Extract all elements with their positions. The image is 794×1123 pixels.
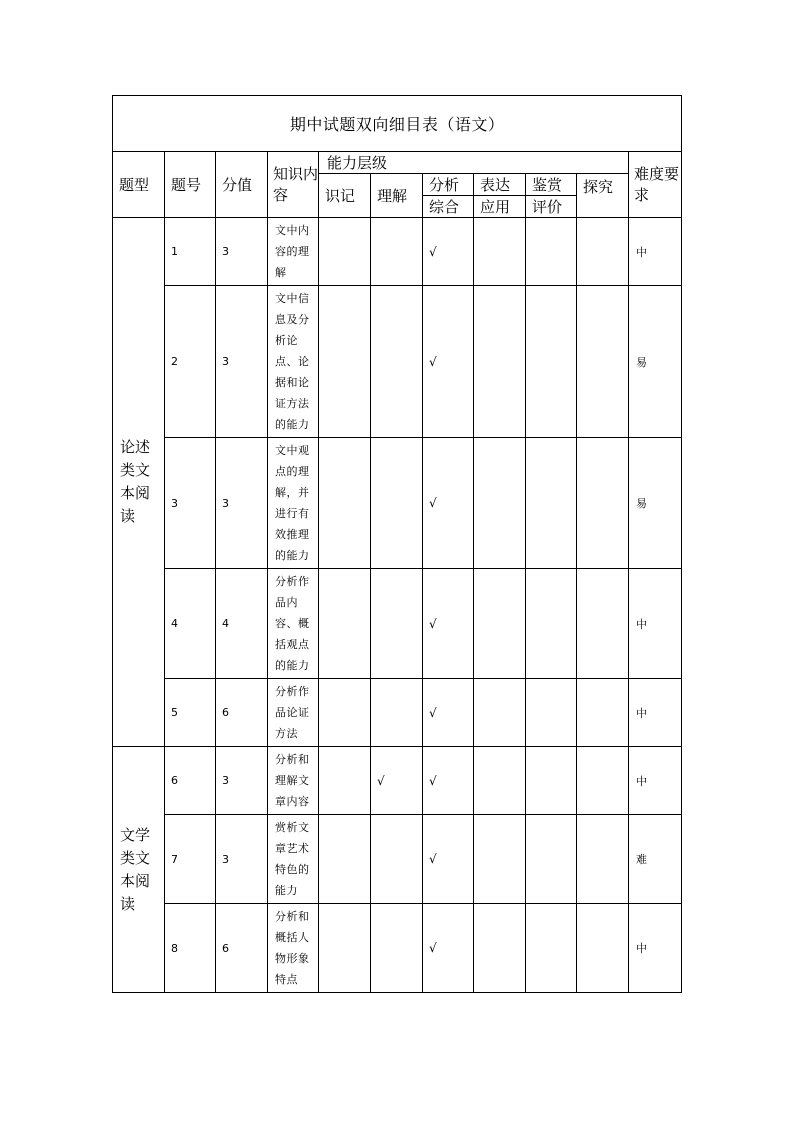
question-score: 4 xyxy=(216,569,268,679)
knowledge-content: 分析作品内容、概括观点的能力 xyxy=(268,569,319,679)
question-score: 6 xyxy=(216,904,268,993)
analyze-cell: √ xyxy=(423,438,474,569)
understand-cell xyxy=(371,218,423,286)
explore-cell xyxy=(577,747,629,815)
difficulty-cell: 难 xyxy=(629,815,682,904)
knowledge-content: 文中内容的理解 xyxy=(268,218,319,286)
memorize-cell xyxy=(319,218,371,286)
explore-cell xyxy=(577,438,629,569)
express-cell xyxy=(474,218,526,286)
header-analyze: 分析 xyxy=(423,174,474,196)
category-line: 类文 xyxy=(120,461,151,479)
knowledge-content: 分析作品论证方法 xyxy=(268,679,319,747)
understand-cell: √ xyxy=(371,747,423,815)
question-number: 1 xyxy=(165,218,216,286)
question-number: 6 xyxy=(165,747,216,815)
explore-cell xyxy=(577,569,629,679)
knowledge-content: 赏析文章艺术特色的能力 xyxy=(268,815,319,904)
understand-cell xyxy=(371,438,423,569)
explore-cell xyxy=(577,815,629,904)
question-score: 6 xyxy=(216,679,268,747)
category-literary xyxy=(113,747,165,993)
header-apply: 应用 xyxy=(474,196,526,218)
header-knowledge xyxy=(268,152,319,218)
understand-cell xyxy=(371,679,423,747)
category-line: 本阅 xyxy=(120,871,151,890)
understand-cell xyxy=(371,815,423,904)
appreciate-cell xyxy=(526,286,577,438)
header-knowledge-text: 知识内容 xyxy=(273,164,319,204)
memorize-cell xyxy=(319,679,371,747)
memorize-cell xyxy=(319,569,371,679)
category-argumentative xyxy=(113,218,165,747)
header-express: 表达 xyxy=(474,174,526,196)
question-number: 4 xyxy=(165,569,216,679)
knowledge-content: 分析和理解文章内容 xyxy=(268,747,319,815)
analyze-cell: √ xyxy=(423,569,474,679)
memorize-cell xyxy=(319,904,371,993)
express-cell xyxy=(474,815,526,904)
explore-cell xyxy=(577,679,629,747)
question-score: 3 xyxy=(216,815,268,904)
analyze-cell: √ xyxy=(423,904,474,993)
explore-cell xyxy=(577,904,629,993)
memorize-cell xyxy=(319,438,371,569)
understand-cell xyxy=(371,569,423,679)
understand-cell xyxy=(371,286,423,438)
appreciate-cell xyxy=(526,218,577,286)
category-line: 读 xyxy=(120,894,136,913)
difficulty-cell: 易 xyxy=(629,286,682,438)
header-difficulty: 难度要求 xyxy=(629,152,682,218)
express-cell xyxy=(474,904,526,993)
analyze-cell: √ xyxy=(423,218,474,286)
question-score: 3 xyxy=(216,438,268,569)
difficulty-cell: 中 xyxy=(629,569,682,679)
difficulty-cell: 中 xyxy=(629,679,682,747)
explore-cell xyxy=(577,218,629,286)
knowledge-content: 文中信息及分析论点、论据和论证方法的能力 xyxy=(268,286,319,438)
appreciate-cell xyxy=(526,904,577,993)
memorize-cell xyxy=(319,815,371,904)
difficulty-cell: 中 xyxy=(629,904,682,993)
analyze-cell: √ xyxy=(423,286,474,438)
memorize-cell xyxy=(319,747,371,815)
analyze-cell: √ xyxy=(423,815,474,904)
difficulty-cell: 易 xyxy=(629,438,682,569)
question-number: 2 xyxy=(165,286,216,438)
difficulty-cell: 中 xyxy=(629,218,682,286)
detail-table xyxy=(112,95,682,993)
header-memorize: 识记 xyxy=(319,174,371,218)
header-understand: 理解 xyxy=(371,174,423,218)
express-cell xyxy=(474,679,526,747)
table-title: 期中试题双向细目表（语文） xyxy=(113,96,682,152)
express-cell xyxy=(474,438,526,569)
header-type: 题型 xyxy=(113,152,165,218)
memorize-cell xyxy=(319,286,371,438)
analyze-cell: √ xyxy=(423,747,474,815)
knowledge-content: 文中观点的理解，并进行有效推理的能力 xyxy=(268,438,319,569)
express-cell xyxy=(474,747,526,815)
category-line: 类文 xyxy=(120,848,151,867)
explore-cell xyxy=(577,286,629,438)
question-number: 8 xyxy=(165,904,216,993)
header-explore: 探究 xyxy=(577,174,629,218)
express-cell xyxy=(474,286,526,438)
category-line: 读 xyxy=(120,507,136,525)
header-synthesize: 综合 xyxy=(423,196,474,218)
header-evaluate: 评价 xyxy=(526,196,577,218)
analyze-cell: √ xyxy=(423,679,474,747)
header-number: 题号 xyxy=(165,152,216,218)
understand-cell xyxy=(371,904,423,993)
header-appreciate: 鉴赏 xyxy=(526,174,577,196)
question-number: 3 xyxy=(165,438,216,569)
question-score: 3 xyxy=(216,286,268,438)
category-line: 文学 xyxy=(120,825,151,844)
header-score: 分值 xyxy=(216,152,268,218)
knowledge-content: 分析和概括人物形象特点 xyxy=(268,904,319,993)
appreciate-cell xyxy=(526,747,577,815)
appreciate-cell xyxy=(526,438,577,569)
category-line: 本阅 xyxy=(120,484,151,502)
express-cell xyxy=(474,569,526,679)
appreciate-cell xyxy=(526,815,577,904)
appreciate-cell xyxy=(526,679,577,747)
question-number: 7 xyxy=(165,815,216,904)
header-ability: 能力层级 xyxy=(319,152,629,174)
category-line: 论述 xyxy=(120,438,151,456)
appreciate-cell xyxy=(526,569,577,679)
question-score: 3 xyxy=(216,218,268,286)
question-score: 3 xyxy=(216,747,268,815)
difficulty-cell: 中 xyxy=(629,747,682,815)
question-number: 5 xyxy=(165,679,216,747)
